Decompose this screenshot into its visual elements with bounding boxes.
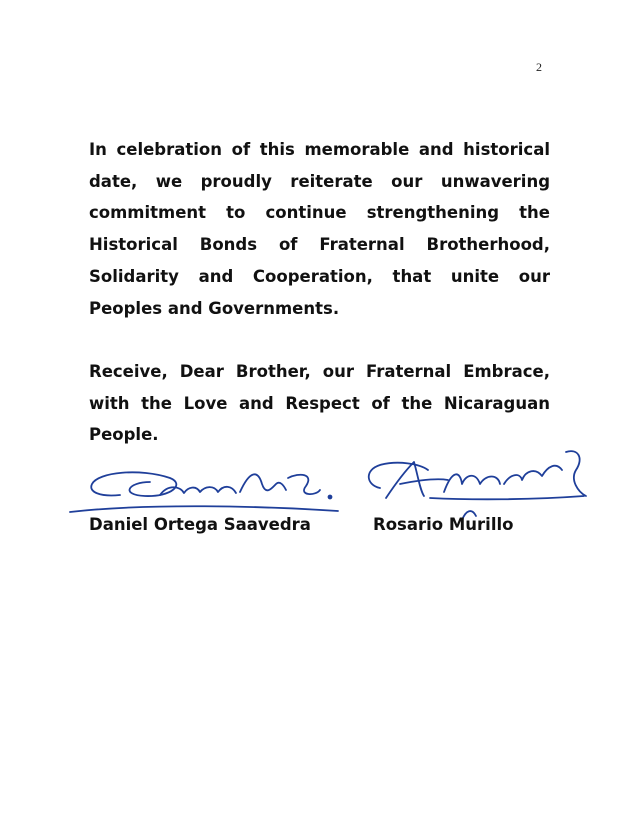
signature-daniel-ortega	[70, 472, 338, 512]
closing-paragraph-embrace: Receive, Dear Brother, our Fraternal Embrace, with the Love and Respect of the Nicaraguan People.	[89, 362, 550, 445]
signer-name-rosario-murillo: Rosario Murillo	[373, 515, 514, 534]
signature-rosario-murillo	[369, 451, 586, 520]
closing-paragraph-celebration: In celebration of this memorable and historical date, we proudly reiterate our unwavering commitment to continue strengthening the Historical Bonds of Fraternal Brotherhood, Solidarity and Cooperation, that unite our Peoples and Governments.	[89, 140, 550, 318]
signer-name-daniel-ortega: Daniel Ortega Saavedra	[89, 515, 311, 534]
page-number: 2	[536, 60, 542, 74]
